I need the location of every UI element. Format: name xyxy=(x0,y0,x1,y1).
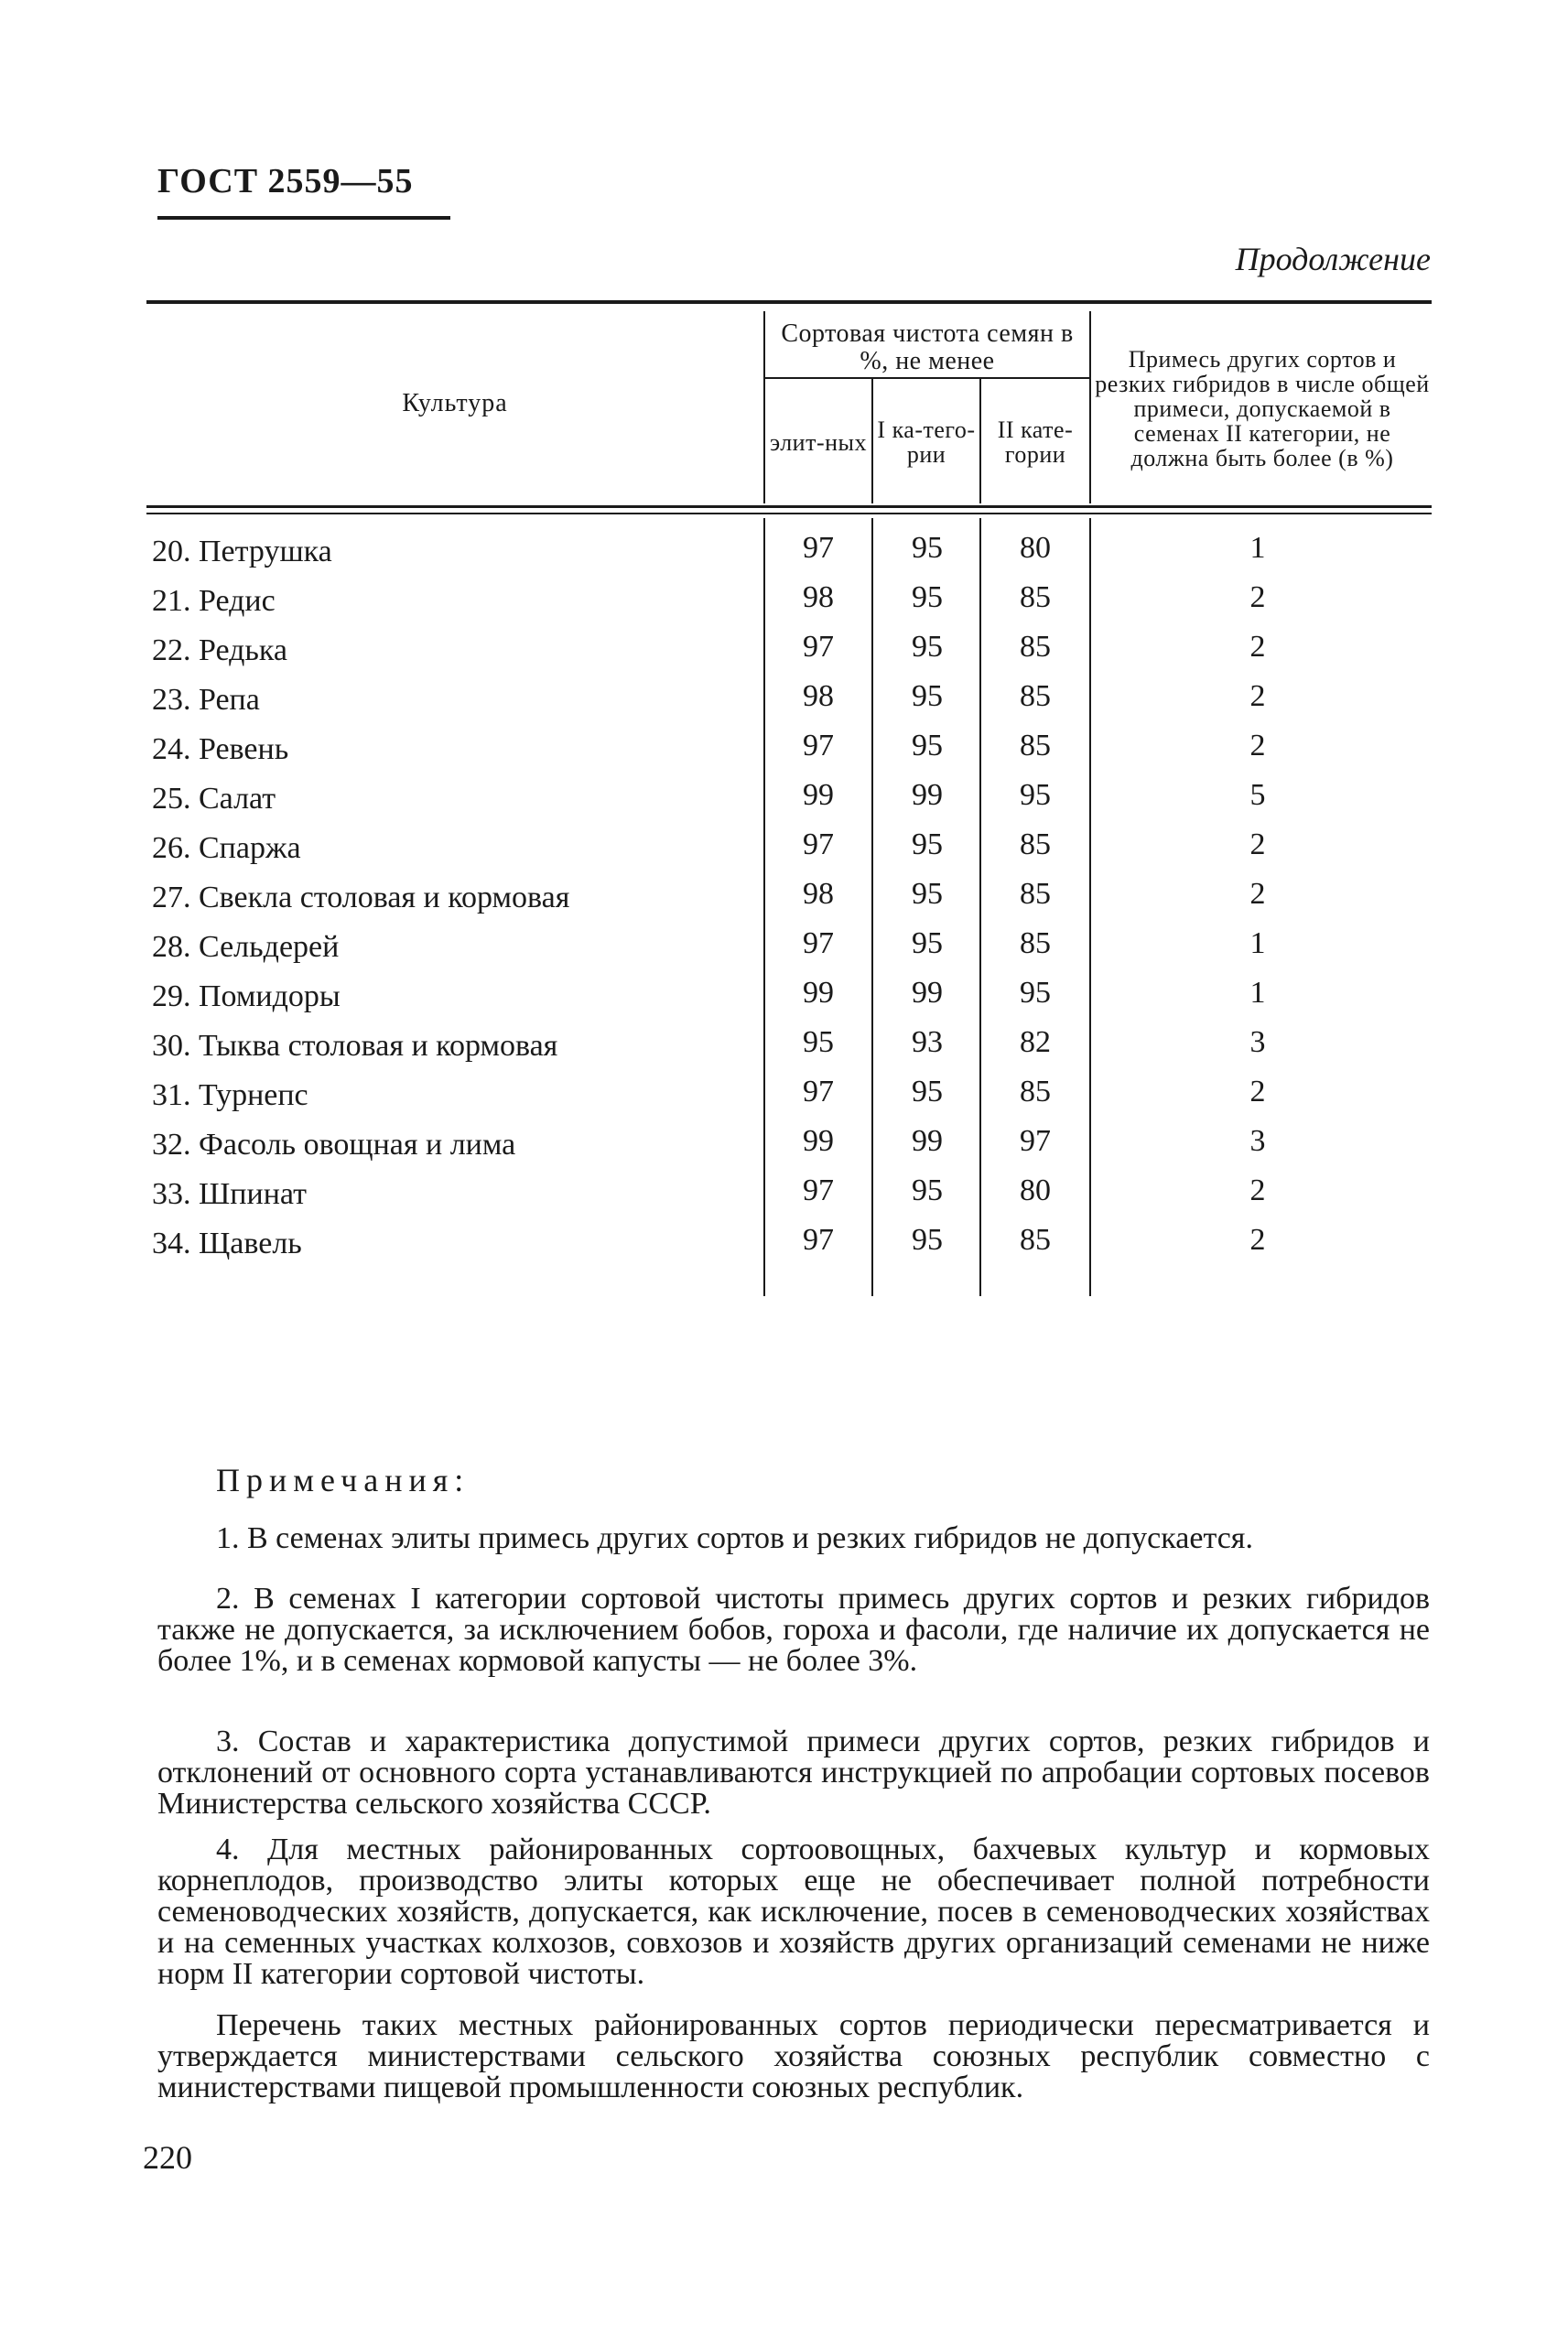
category-1-purity-value: 99 xyxy=(912,1124,943,1158)
table-row xyxy=(146,527,1432,577)
note-paragraph: 3. Состав и характеристика допустимой примеси других сортов, резких гибридов и отклонений от основного сорта устанавливаются инструкцией по апробации сортовых посевов Министерства сельского хозяйства СССР. xyxy=(157,1725,1430,1821)
elite-purity-value: 97 xyxy=(803,630,834,664)
note-paragraph: 4. Для местных районированных сортоовощных, бахчевых культур и кормовых корнеплодов, производство элиты которых еще не обеспечивает полной потребности семеноводческих хозяйств, допускается, как исключение, посев в семеноводческих хозяйствах и на семенных участках колхозов, совхозов и хозяйств других организаций семенами не ниже норм II категории сортовой чистоты. xyxy=(157,1833,1430,1991)
crop-name: 28. Сельдерей xyxy=(152,930,340,964)
elite-purity-value: 98 xyxy=(803,679,834,713)
elite-purity-value: 97 xyxy=(803,926,834,960)
table-row xyxy=(146,626,1432,676)
elite-purity-value: 98 xyxy=(803,580,834,614)
column-header-crop: Культура xyxy=(402,388,508,417)
category-1-purity-value: 95 xyxy=(912,729,943,762)
elite-purity-value: 99 xyxy=(803,1124,834,1158)
table-row xyxy=(146,824,1432,873)
column-header-category-1: I ка-тего-рии xyxy=(877,416,976,468)
crop-name: 21. Редис xyxy=(152,584,276,618)
note-paragraph: 2. В семенах I категории сортовой чистоты примесь других сортов и резких гибридов также не допускается, за исключением бобов, гороха и фасоли, где наличие их допускается не более 1%, и в семенах кормовой капусты — не более 3%. xyxy=(157,1582,1430,1678)
crop-name: 34. Щавель xyxy=(152,1227,302,1260)
table-row xyxy=(146,873,1432,923)
note-paragraph: Перечень таких местных районированных сортов периодически пересматривается и утверждается министерствами сельского хозяйства союзных республик совместно с министерствами пищевой промышленности союзных республик. xyxy=(157,2008,1430,2104)
elite-purity-value: 97 xyxy=(803,531,834,565)
elite-purity-value: 99 xyxy=(803,778,834,812)
header-bottom-rule-2 xyxy=(146,513,1432,514)
elite-purity-value: 99 xyxy=(803,976,834,1010)
table-row xyxy=(146,774,1432,824)
admixture-value: 2 xyxy=(1249,729,1266,762)
note-paragraph: 1. В семенах элиты примесь других сортов и резких гибридов не допускается. xyxy=(216,1521,1253,1555)
category-2-purity-value: 85 xyxy=(1020,827,1051,861)
column-header-admixture: Примесь других сортов и резких гибридов в числе общей примеси, допускаемой в семенах II категории, не должна быть более (в %) xyxy=(1095,345,1430,471)
crop-name: 31. Турнепс xyxy=(152,1078,308,1112)
admixture-value: 2 xyxy=(1249,580,1266,614)
column-header-category-2: II кате-гории xyxy=(997,416,1074,468)
category-2-purity-value: 95 xyxy=(1020,778,1051,812)
admixture-value: 2 xyxy=(1249,679,1266,713)
crop-name: 25. Салат xyxy=(152,782,276,816)
header-bottom-rule xyxy=(146,505,1432,508)
table-row xyxy=(146,1170,1432,1219)
category-1-purity-value: 95 xyxy=(912,827,943,861)
category-1-purity-value: 95 xyxy=(912,1075,943,1108)
category-2-purity-value: 95 xyxy=(1020,976,1051,1010)
category-2-purity-value: 82 xyxy=(1020,1025,1051,1059)
admixture-value: 2 xyxy=(1249,827,1266,861)
crop-name: 20. Петрушка xyxy=(152,535,332,568)
category-2-purity-value: 85 xyxy=(1020,729,1051,762)
admixture-value: 2 xyxy=(1249,1075,1266,1108)
purity-subheader-rule xyxy=(763,377,1089,379)
elite-purity-value: 97 xyxy=(803,729,834,762)
elite-purity-value: 97 xyxy=(803,1075,834,1108)
admixture-value: 2 xyxy=(1249,630,1266,664)
category-2-purity-value: 97 xyxy=(1020,1124,1051,1158)
category-2-purity-value: 85 xyxy=(1020,926,1051,960)
elite-purity-value: 97 xyxy=(803,1223,834,1257)
category-2-purity-value: 85 xyxy=(1020,630,1051,664)
category-1-purity-value: 99 xyxy=(912,778,943,812)
table-row xyxy=(146,725,1432,774)
admixture-value: 2 xyxy=(1249,877,1266,911)
table-row xyxy=(146,923,1432,972)
table-row xyxy=(146,972,1432,1022)
table-row xyxy=(146,1219,1432,1269)
crop-name: 24. Ревень xyxy=(152,732,289,766)
category-2-purity-value: 80 xyxy=(1020,531,1051,565)
notes-title: Примечания: xyxy=(216,1462,470,1498)
category-2-purity-value: 85 xyxy=(1020,679,1051,713)
category-1-purity-value: 95 xyxy=(912,580,943,614)
admixture-value: 1 xyxy=(1249,976,1266,1010)
category-1-purity-value: 95 xyxy=(912,926,943,960)
page-number: 220 xyxy=(143,2139,192,2176)
category-2-purity-value: 85 xyxy=(1020,1075,1051,1108)
category-2-purity-value: 80 xyxy=(1020,1173,1051,1207)
category-1-purity-value: 95 xyxy=(912,877,943,911)
elite-purity-value: 95 xyxy=(803,1025,834,1059)
crop-name: 29. Помидоры xyxy=(152,979,341,1013)
table-row xyxy=(146,1022,1432,1071)
crop-name: 30. Тыква столовая и кормовая xyxy=(152,1029,558,1063)
crop-name: 26. Спаржа xyxy=(152,831,301,865)
category-2-purity-value: 85 xyxy=(1020,1223,1051,1257)
elite-purity-value: 97 xyxy=(803,1173,834,1207)
elite-purity-value: 97 xyxy=(803,827,834,861)
category-1-purity-value: 95 xyxy=(912,679,943,713)
admixture-value: 1 xyxy=(1249,926,1266,960)
crop-name: 27. Свекла столовая и кормовая xyxy=(152,881,570,914)
crop-name: 32. Фасоль овощная и лима xyxy=(152,1128,516,1162)
elite-purity-value: 98 xyxy=(803,877,834,911)
continuation-label: Продолжение xyxy=(1235,241,1431,277)
category-1-purity-value: 95 xyxy=(912,531,943,565)
table-body xyxy=(146,527,1432,1269)
header-underline xyxy=(157,216,450,220)
admixture-value: 2 xyxy=(1249,1173,1266,1207)
table-row xyxy=(146,1120,1432,1170)
standard-number: ГОСТ 2559—55 xyxy=(157,162,414,200)
table-row xyxy=(146,1071,1432,1120)
table-row xyxy=(146,676,1432,725)
category-1-purity-value: 99 xyxy=(912,976,943,1010)
column-header-purity: Сортовая чистота семян в %, не менее xyxy=(781,319,1074,375)
category-1-purity-value: 95 xyxy=(912,1223,943,1257)
seed-purity-table xyxy=(146,300,1432,1298)
category-1-purity-value: 95 xyxy=(912,630,943,664)
column-header-elite: элит-ных xyxy=(770,428,867,456)
crop-name: 23. Репа xyxy=(152,683,260,717)
admixture-value: 2 xyxy=(1249,1223,1266,1257)
crop-name: 22. Редька xyxy=(152,633,288,667)
category-1-purity-value: 93 xyxy=(912,1025,943,1059)
category-1-purity-value: 95 xyxy=(912,1173,943,1207)
category-2-purity-value: 85 xyxy=(1020,877,1051,911)
table-row xyxy=(146,577,1432,626)
header-divider xyxy=(1089,311,1091,503)
admixture-value: 1 xyxy=(1249,531,1266,565)
category-2-purity-value: 85 xyxy=(1020,580,1051,614)
admixture-value: 3 xyxy=(1249,1025,1266,1059)
admixture-value: 3 xyxy=(1249,1124,1266,1158)
crop-name: 33. Шпинат xyxy=(152,1177,307,1211)
admixture-value: 5 xyxy=(1249,778,1266,812)
